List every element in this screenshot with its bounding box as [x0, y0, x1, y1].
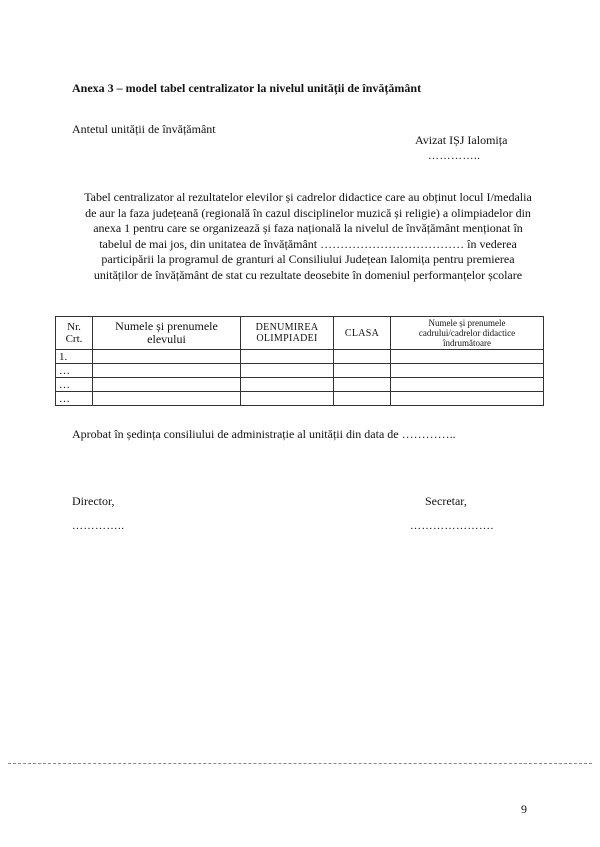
cell-teacher	[391, 364, 544, 378]
cell-teacher	[391, 378, 544, 392]
cell-student	[93, 364, 241, 378]
header-student-name	[93, 317, 241, 350]
approval-isj-label: Avizat IȘJ Ialomița	[415, 133, 508, 147]
intro-line: de aur la faza județeană (regională în cazul disciplinelor muzică și religie) a olimpiadelor din	[85, 205, 531, 220]
header-nr-text: Nr.	[67, 321, 81, 333]
cell-olympiad	[241, 392, 334, 406]
header-teacher	[391, 317, 544, 350]
intro-line: participării la programul de granturi al Consiliului Județean Ialomița pentru premierea	[101, 252, 515, 266]
secretary-label: Secretar,	[425, 494, 467, 508]
header-olympiad-line1: DENUMIREA	[255, 322, 319, 333]
header-olympiad	[241, 317, 334, 350]
cell-nr: …	[56, 364, 93, 378]
cell-student	[93, 392, 241, 406]
header-teacher-line1: Numele și prenumele	[428, 318, 506, 328]
cell-nr: 1.	[56, 350, 93, 364]
table-row	[56, 364, 544, 378]
school-letterhead-label: Antetul unității de învățământ	[72, 122, 216, 136]
intro-paragraph	[62, 190, 554, 283]
cell-class	[334, 350, 391, 364]
cell-olympiad	[241, 378, 334, 392]
header-student-line2: elevului	[147, 332, 186, 346]
board-approval-text: Aprobat în ședința consiliului de administrație al unității din data de …………..	[72, 427, 456, 441]
header-teacher-line3: îndrumătoare	[443, 338, 491, 348]
cell-student	[93, 350, 241, 364]
cell-olympiad	[241, 364, 334, 378]
cell-class	[334, 392, 391, 406]
intro-line: unităților de învățământ de stat cu rezultate deosebite în domeniul performanțelor școlare	[93, 267, 523, 282]
intro-line: Tabel centralizator al rezultatelor elevilor și cadrelor didactice care au obținut locul I/medalia	[84, 190, 532, 204]
page-divider	[8, 763, 592, 764]
header-teacher-line2: cadrului/cadrelor didactice	[418, 328, 516, 338]
header-crt-text: Crt.	[65, 333, 83, 345]
cell-student	[93, 378, 241, 392]
cell-nr: …	[56, 392, 93, 406]
cell-nr: …	[56, 378, 93, 392]
cell-olympiad	[241, 350, 334, 364]
header-student-line1: Numele și prenumele	[115, 319, 218, 333]
table-row	[56, 392, 544, 406]
secretary-signature-dots: ………………….	[410, 520, 494, 532]
cell-teacher	[391, 350, 544, 364]
cell-teacher	[391, 392, 544, 406]
intro-line: tabelul de mai jos, din unitatea de învățământ ……………………………… în vederea	[99, 236, 517, 251]
header-nr-crt	[56, 317, 93, 350]
intro-line: anexa 1 pentru care se organizează și faza națională la nivelul de învățământ menționat în	[93, 221, 523, 235]
document-title: Anexa 3 – model tabel centralizator la nivelul unității de învățământ	[72, 81, 422, 95]
results-table	[55, 316, 544, 406]
page-number: 9	[521, 802, 527, 816]
header-class: CLASA	[334, 317, 391, 350]
cell-class	[334, 364, 391, 378]
approval-isj-dots: …………..	[428, 150, 481, 162]
table-row	[56, 378, 544, 392]
header-olympiad-line2: OLIMPIADEI	[256, 333, 318, 344]
cell-class	[334, 378, 391, 392]
table-row	[56, 350, 544, 364]
table-header-row	[56, 317, 544, 350]
director-label: Director,	[72, 494, 115, 508]
director-signature-dots: …………..	[72, 520, 125, 532]
